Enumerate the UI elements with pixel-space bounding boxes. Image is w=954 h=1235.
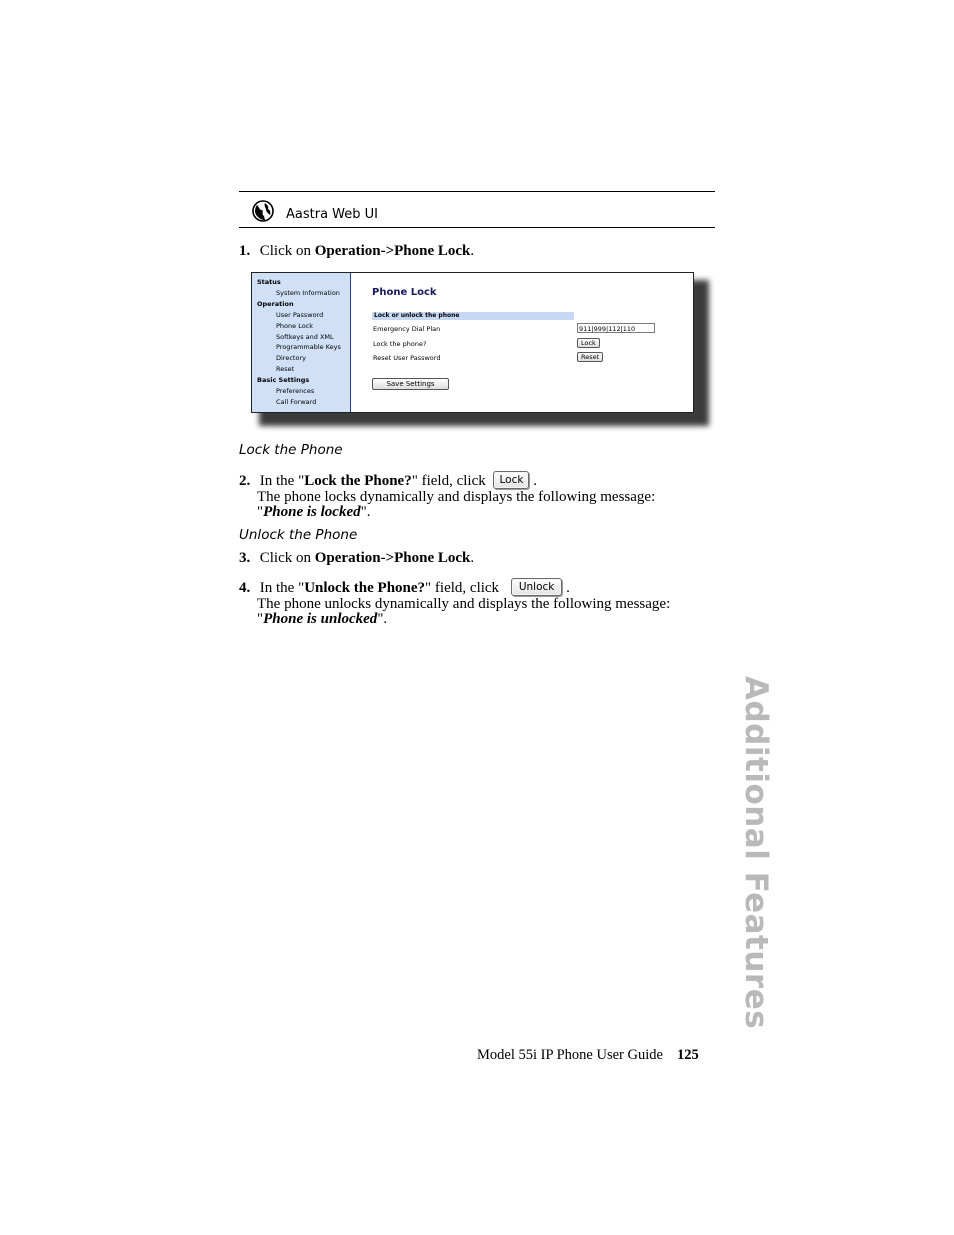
sidebar-item-system-information[interactable]: System Information (276, 289, 340, 297)
sidebar-item-call-forward[interactable]: Call Forward (276, 398, 317, 406)
step-end: . (533, 473, 537, 489)
reset-button[interactable]: Reset (577, 352, 603, 362)
sidebar-item-reset[interactable]: Reset (276, 365, 295, 373)
step-text: Click on (259, 550, 315, 566)
step-text: In the " (259, 580, 305, 596)
sidebar-item-directory[interactable]: Directory (276, 354, 306, 362)
quote: " (257, 504, 264, 520)
lock-button[interactable]: Lock (577, 338, 600, 348)
sidebar-section-status: Status (257, 278, 281, 286)
sidebar-section-operation: Operation (257, 300, 294, 308)
quote: ". (377, 611, 388, 627)
step-text: Click on (259, 243, 315, 259)
quote: " (257, 611, 264, 627)
screenshot-sidebar (252, 273, 351, 412)
screenshot-main (351, 273, 693, 412)
step-number: 3. (239, 550, 251, 566)
guide-title: Model 55i IP Phone User Guide (477, 1047, 663, 1063)
step-2-message (257, 505, 371, 520)
web-ui-screenshot (251, 272, 694, 413)
header-bottom-rule (239, 227, 715, 228)
step-2-description: The phone locks dynamically and displays the following message: (257, 489, 656, 505)
locked-message: Phone is locked (263, 504, 361, 520)
reset-password-label: Reset User Password (373, 354, 441, 362)
chapter-side-tab: Additional Features (738, 676, 774, 1030)
globe-icon (252, 200, 274, 222)
section-header: Lock or unlock the phone (372, 312, 574, 320)
sidebar-item-softkeys-xml[interactable]: Softkeys and XML (276, 333, 334, 341)
emergency-dial-plan-field[interactable]: 911|999|112|110 (577, 323, 655, 333)
lock-button-image: Lock (493, 471, 529, 489)
step-number: 4. (239, 580, 251, 596)
step-end: . (470, 550, 475, 566)
emergency-dial-plan-label: Emergency Dial Plan (373, 325, 441, 333)
save-settings-button[interactable]: Save Settings (372, 378, 449, 390)
unlocked-message: Phone is unlocked (263, 611, 378, 627)
field-name: Lock the Phone? (304, 473, 412, 489)
page-footer (477, 1047, 699, 1064)
sidebar-section-basic-settings: Basic Settings (257, 376, 310, 384)
step-2 (239, 472, 537, 490)
step-text: " field, click (425, 580, 500, 596)
field-name: Unlock the Phone? (304, 580, 426, 596)
web-ui-label: Aastra Web UI (286, 206, 378, 222)
subheading-unlock-phone: Unlock the Phone (239, 527, 358, 543)
sidebar-item-user-password[interactable]: User Password (276, 311, 324, 319)
step-1 (239, 242, 474, 260)
step-end: . (566, 580, 570, 596)
step-3 (239, 549, 474, 567)
sidebar-item-preferences[interactable]: Preferences (276, 387, 315, 395)
quote: ". (360, 504, 371, 520)
step-4-message (257, 612, 387, 627)
unlock-button-image: Unlock (511, 578, 563, 596)
sidebar-item-phone-lock[interactable]: Phone Lock (276, 322, 314, 330)
screenshot-title: Phone Lock (372, 287, 437, 298)
step-number: 1. (239, 243, 251, 259)
step-end: . (470, 243, 475, 259)
subheading-lock-phone: Lock the Phone (239, 442, 343, 458)
web-ui-header (252, 197, 378, 225)
header-top-rule (239, 191, 715, 192)
lock-phone-label: Lock the phone? (373, 340, 427, 348)
menu-path: Operation->Phone Lock (314, 243, 471, 259)
page-number: 125 (676, 1047, 699, 1063)
step-4-description: The phone unlocks dynamically and displays the following message: (257, 596, 671, 612)
step-text: " field, click (411, 473, 486, 489)
menu-path: Operation->Phone Lock (314, 550, 471, 566)
step-number: 2. (239, 473, 251, 489)
sidebar-item-programmable-keys[interactable]: Programmable Keys (276, 343, 341, 351)
step-text: In the " (259, 473, 305, 489)
step-4 (239, 579, 570, 597)
